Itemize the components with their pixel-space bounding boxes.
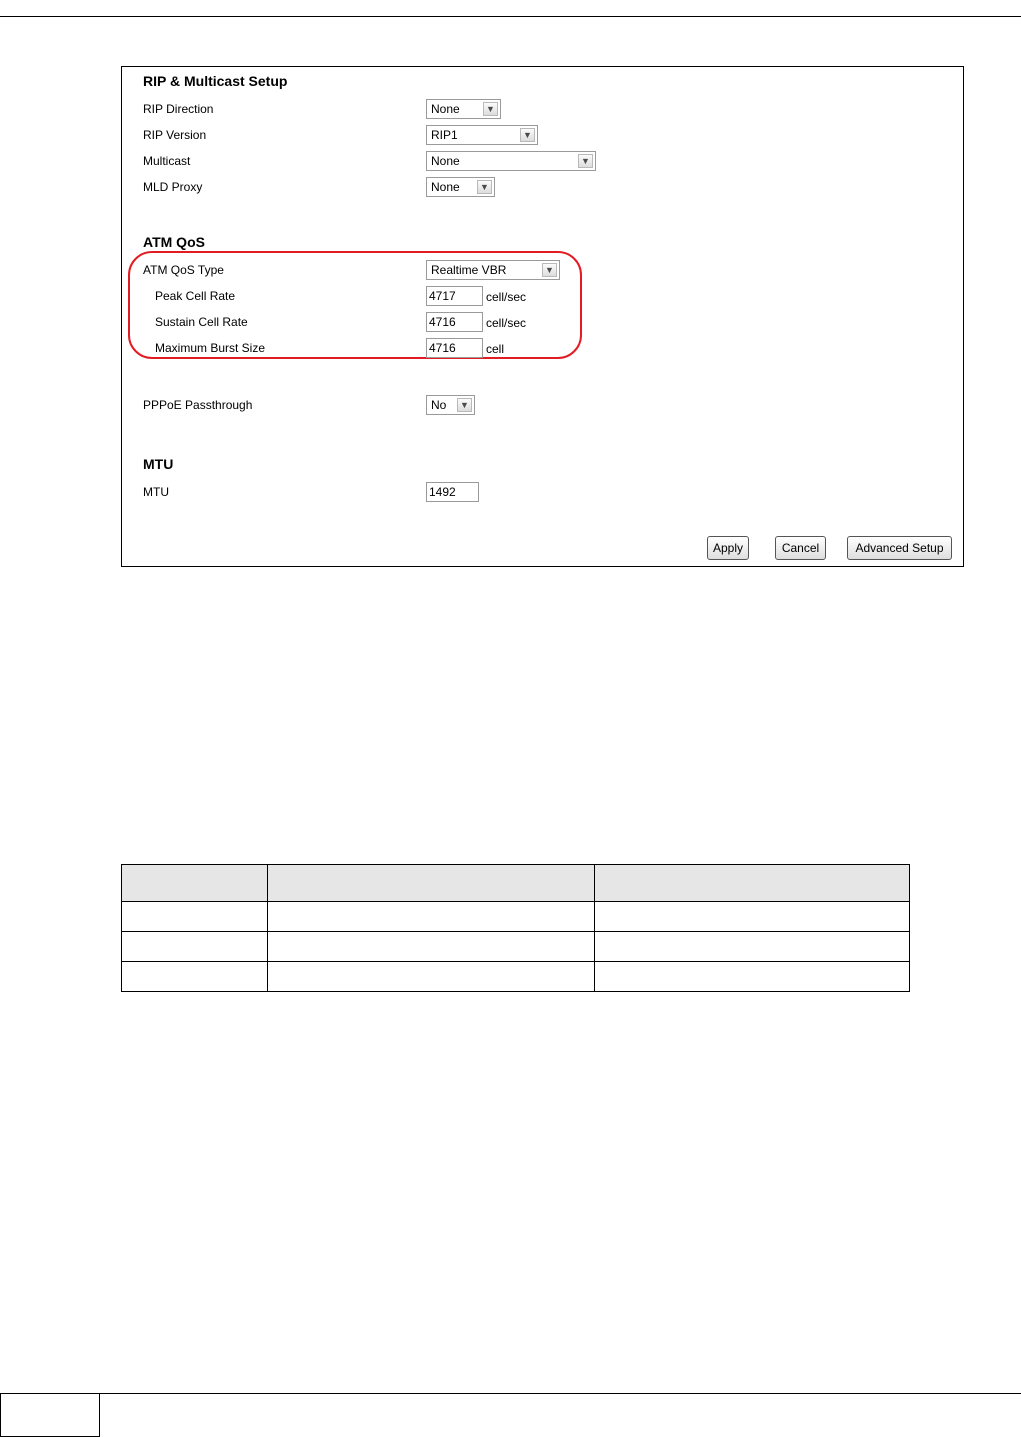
chevron-down-icon: ▼ xyxy=(477,180,492,194)
advanced-setup-button[interactable]: Advanced Setup xyxy=(847,536,952,560)
chevron-down-icon: ▼ xyxy=(578,154,593,168)
footer-rule xyxy=(100,1393,1021,1394)
peak-cell-rate-input[interactable]: 4717 xyxy=(426,286,483,306)
max-burst-size-unit: cell xyxy=(486,342,505,356)
mtu-title: MTU xyxy=(143,456,174,472)
rip-version-label: RIP Version xyxy=(143,128,207,142)
max-burst-size-input[interactable]: 4716 xyxy=(426,338,483,358)
table-header-cell xyxy=(595,865,910,902)
mld-proxy-value: None xyxy=(431,180,460,194)
rip-multicast-title: RIP & Multicast Setup xyxy=(143,73,288,89)
wan-settings-panel xyxy=(121,66,964,567)
chevron-down-icon: ▼ xyxy=(542,263,557,277)
chevron-down-icon: ▼ xyxy=(457,398,472,412)
sustain-cell-rate-unit: cell/sec xyxy=(486,316,527,330)
table-header-cell xyxy=(122,865,268,902)
chevron-down-icon: ▼ xyxy=(520,128,535,142)
page-number-box xyxy=(0,1393,100,1437)
peak-cell-rate-unit: cell/sec xyxy=(486,290,527,304)
rip-direction-value: None xyxy=(431,102,460,116)
rip-direction-select[interactable] xyxy=(426,99,501,119)
multicast-value: None xyxy=(431,154,460,168)
table-row xyxy=(122,902,910,932)
table-cell xyxy=(122,932,268,962)
table-cell xyxy=(268,932,595,962)
multicast-label: Multicast xyxy=(143,154,191,168)
rip-version-select[interactable] xyxy=(426,125,538,145)
table-cell xyxy=(595,902,910,932)
table-cell xyxy=(122,902,268,932)
cancel-button[interactable]: Cancel xyxy=(775,536,826,560)
pppoe-passthrough-select[interactable] xyxy=(426,395,475,415)
pppoe-passthrough-label: PPPoE Passthrough xyxy=(143,398,253,412)
sustain-cell-rate-input[interactable]: 4716 xyxy=(426,312,483,332)
table-header-cell xyxy=(268,865,595,902)
atm-qos-title: ATM QoS xyxy=(143,234,205,250)
rip-direction-label: RIP Direction xyxy=(143,102,214,116)
atm-qos-type-value: Realtime VBR xyxy=(431,263,507,277)
rip-version-value: RIP1 xyxy=(431,128,458,142)
table-cell xyxy=(122,962,268,992)
apply-button[interactable]: Apply xyxy=(707,536,749,560)
mtu-label: MTU xyxy=(143,485,169,499)
table-row xyxy=(122,962,910,992)
sustain-cell-rate-label: Sustain Cell Rate xyxy=(155,315,248,329)
max-burst-size-label: Maximum Burst Size xyxy=(155,341,266,355)
table-row xyxy=(122,932,910,962)
blank-table xyxy=(121,864,910,992)
table-cell xyxy=(595,962,910,992)
atm-qos-type-label: ATM QoS Type xyxy=(143,263,224,277)
atm-qos-type-select[interactable] xyxy=(426,260,560,280)
multicast-select[interactable] xyxy=(426,151,596,171)
mld-proxy-label: MLD Proxy xyxy=(143,180,203,194)
header-rule xyxy=(0,16,1021,17)
peak-cell-rate-label: Peak Cell Rate xyxy=(155,289,236,303)
mld-proxy-select[interactable] xyxy=(426,177,495,197)
chevron-down-icon: ▼ xyxy=(483,102,498,116)
pppoe-passthrough-value: No xyxy=(431,398,447,412)
table-cell xyxy=(595,932,910,962)
table-cell xyxy=(268,902,595,932)
table-header-row xyxy=(122,865,910,902)
mtu-input[interactable]: 1492 xyxy=(426,482,479,502)
table-cell xyxy=(268,962,595,992)
